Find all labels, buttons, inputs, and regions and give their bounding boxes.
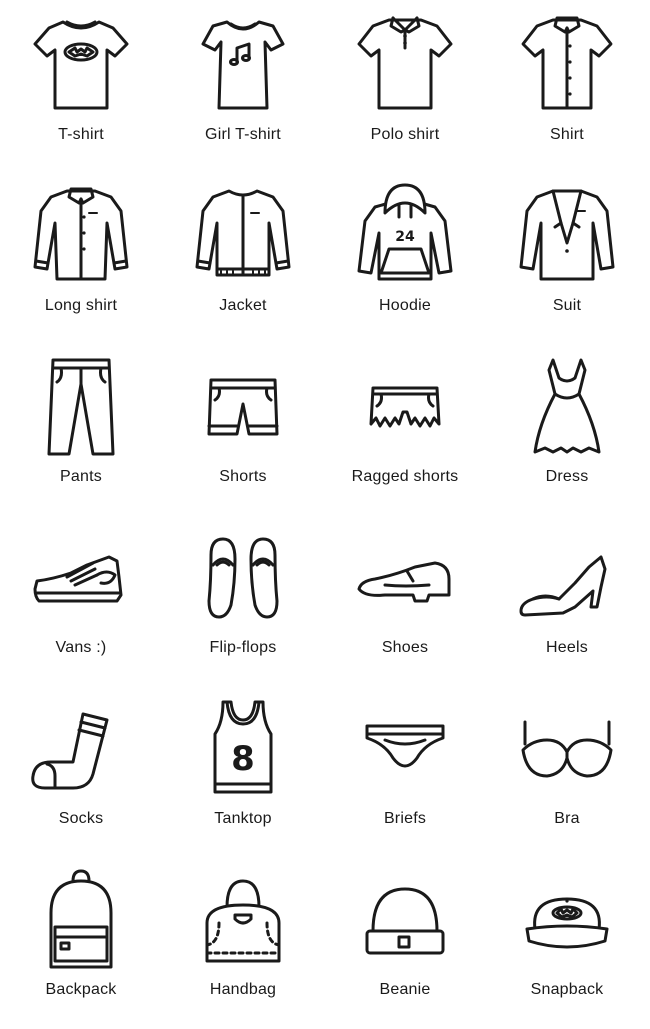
bra-icon [517,696,617,796]
beanie-icon [355,867,455,967]
item-dress [486,342,648,513]
item-vans [0,513,162,684]
item-shoes [324,513,486,684]
suit-icon [517,183,617,283]
tanktop-number: 8 [231,739,255,779]
briefs-icon [355,696,455,796]
handbag-icon [193,867,293,967]
item-label: Hoodie [379,297,431,314]
item-label: Snapback [530,981,604,998]
item-label: Heels [546,639,588,656]
tanktop-icon [193,696,293,796]
heels-icon [517,525,617,625]
girl-t-shirt-icon [193,12,293,112]
item-jacket [162,171,324,342]
item-label: T-shirt [58,126,104,143]
t-shirt-icon [31,12,131,112]
shorts-icon [193,354,293,454]
hoodie-icon [355,183,455,283]
shirt-icon [517,12,617,112]
item-flip-flops [162,513,324,684]
item-shirt [486,0,648,171]
item-girl-t-shirt [162,0,324,171]
item-handbag [162,855,324,1026]
item-backpack [0,855,162,1026]
item-label: Vans :) [55,639,107,656]
item-label: Bra [554,810,580,827]
pants-icon [31,354,131,454]
item-socks [0,684,162,855]
item-tanktop [162,684,324,855]
item-label: Shoes [381,639,429,656]
item-pants [0,342,162,513]
item-label: Ragged shorts [351,468,459,485]
item-label: Suit [552,297,582,314]
item-label: Dress [545,468,589,485]
vans-icon [31,525,131,625]
item-label: Backpack [45,981,117,998]
item-suit [486,171,648,342]
item-beanie [324,855,486,1026]
item-label: Jacket [219,297,267,314]
item-t-shirt [0,0,162,171]
item-label: Tanktop [214,810,272,827]
item-label: Briefs [383,810,427,827]
item-long-shirt [0,171,162,342]
item-shorts [162,342,324,513]
socks-icon [31,696,131,796]
item-label: Girl T-shirt [205,126,281,143]
item-bra [486,684,648,855]
item-ragged-shorts [324,342,486,513]
shoes-icon [355,525,455,625]
jacket-icon [193,183,293,283]
snapback-icon [517,867,617,967]
item-polo-shirt [324,0,486,171]
ragged-shorts-icon [355,354,455,454]
flip-flops-icon [193,525,293,625]
item-snapback [486,855,648,1026]
item-label: Beanie [379,981,431,998]
polo-shirt-icon [355,12,455,112]
item-briefs [324,684,486,855]
item-heels [486,513,648,684]
backpack-icon [31,867,131,967]
item-hoodie [324,171,486,342]
item-label: Long shirt [44,297,118,314]
item-label: Shorts [219,468,267,485]
item-label: Flip-flops [209,639,277,656]
dress-icon [517,354,617,454]
item-label: Shirt [550,126,584,143]
item-label: Polo shirt [370,126,440,143]
item-label: Socks [58,810,104,827]
long-shirt-icon [31,183,131,283]
hoodie-number: 24 [395,229,415,245]
item-label: Handbag [209,981,277,998]
item-label: Pants [60,468,102,485]
